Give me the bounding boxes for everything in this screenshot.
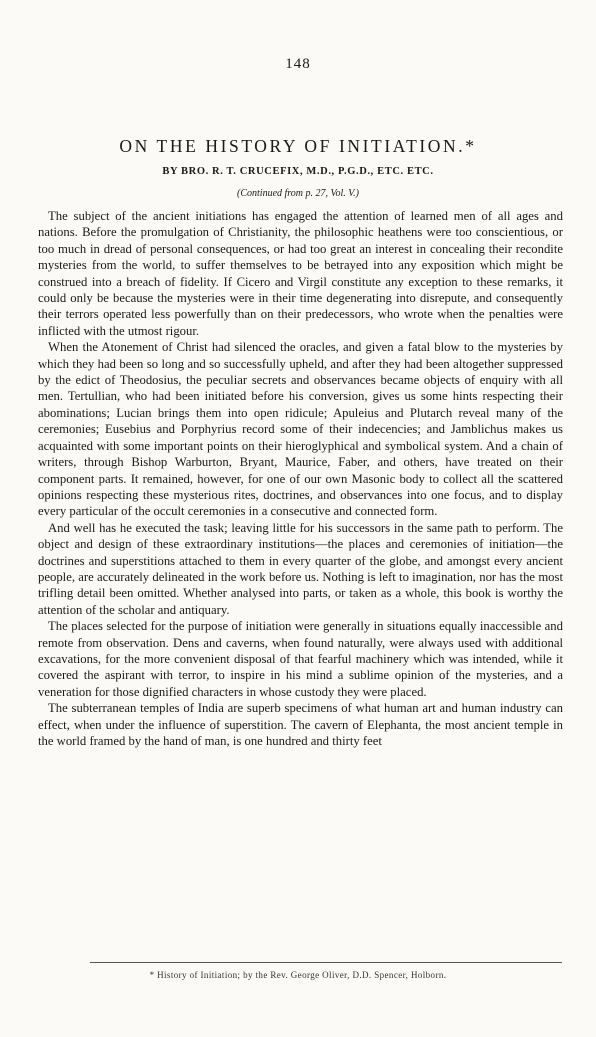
paragraph-5: The subterranean temples of India are superb specimens of what human art and human industry can effect, when under the influence of superstition. The cavern of Elephanta, the most ancient temple in the world framed by the hand of man, is one hundred and thirty feet <box>38 701 563 748</box>
footnote-divider <box>90 962 562 963</box>
paragraph-2: When the Atonement of Christ had silenced the oracles, and given a fatal blow to the mysteries by which they had been so long and so successfully upheld, and after they had been altogether suppressed by the edict of Theodosius, the peculiar secrets and observances became objects of enquiry with all men. Tertullian, who had been initiated before his conversion, gives us some hints respecting their abominations; Lucian brings them into open ridicule; Apuleius and Plutarch reveal many of the ceremonies; Eusebius and Porphyrius record some of their indecencies; and Jamblichus makes us acquainted with some important points on their hieroglyphical and symbolical system. And a chain of writers, through Bishop Warburton, Bryant, Maurice, Faber, and others, have treated on their component parts. It remained, however, for one of our own Masonic body to collect all the scattered opinions respecting these mysterious rites, doctrines, and observances into one focus, and to display every particular of the occult ceremonies in a consecutive and connected form. <box>38 340 563 519</box>
byline: BY BRO. R. T. CRUCEFIX, M.D., P.G.D., ETC. ETC. <box>162 166 434 177</box>
paragraph-1: The subject of the ancient initiations has engaged the attention of learned men of all ages and nations. Before the promulgation of Christianity, the philosophic heathens were too conscientious, or too much in dread of personal consequences, or had too great an interest in concealing their recondite mysteries from the world, to suffer themselves to be betrayed into any exposition which might be construed into a breach of fidelity. If Cicero and Virgil constitute any exception to these remarks, it could only be because the mysteries were in their time degenerating into disrepute, and consequently their terrors operated less powerfully than on their predecessors, who wrote when the penalties were inflicted with the utmost rigour. <box>38 209 563 338</box>
continued-note: (Continued from p. 27, Vol. V.) <box>237 188 359 199</box>
article-body <box>38 208 563 749</box>
article-title: ON THE HISTORY OF INITIATION.* <box>119 136 477 156</box>
footnote: * History of Initiation; by the Rev. George Oliver, D.D. Spencer, Holborn. <box>149 970 447 980</box>
page-number: 148 <box>285 56 311 72</box>
paragraph-3: And well has he executed the task; leaving little for his successors in the same path to perform. The object and design of these extraordinary institutions—the places and ceremonies of initiation—the doctrines and superstitions attached to them in every quarter of the globe, and amongst every ancient people, are accurately delineated in the work before us. Nothing is left to imagination, nor has the most trifling detail been omitted. Whether analysed into parts, or taken as a whole, this book is worthy the attention of the scholar and antiquary. <box>38 520 563 617</box>
paragraph-4: The places selected for the purpose of initiation were generally in situations equally inaccessible and remote from observation. Dens and caverns, when found naturally, were always used with additional excavations, for the more convenient disposal of that fearful machinery which was intended, while it covered the aspirant with terror, to inspire in his mind a sublime opinion of the mysteries, and a veneration for those dignified characters in whose custody they were placed. <box>38 619 563 699</box>
